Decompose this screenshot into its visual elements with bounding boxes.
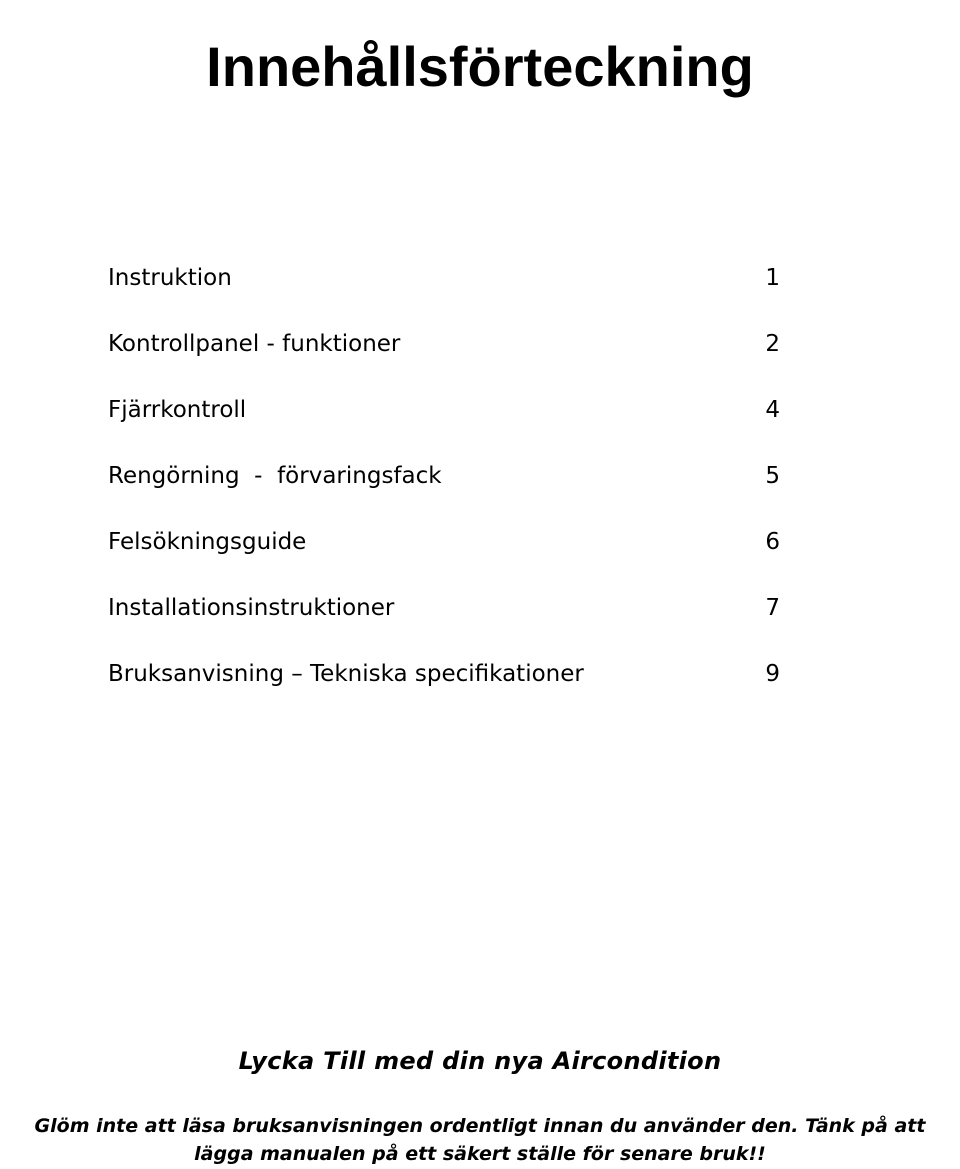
toc-entry-page: 1 [765,265,780,291]
closing-reminder-line-1: Glöm inte att läsa bruksanvisningen ordentligt innan du använder den. Tänk på att [34,1115,926,1137]
toc-entry-bruksanvisning [108,654,783,720]
toc-entry-page: 4 [765,397,780,423]
toc-entry-page: 7 [765,595,780,621]
toc-entry-label: Felsökningsguide [108,529,307,555]
closing-reminder [0,1112,960,1168]
toc-entry-installationsinstruktioner [108,588,783,654]
toc-entry-page: 9 [765,661,780,687]
toc-entry-label: Kontrollpanel - funktioner [108,331,401,357]
toc-entry-page: 6 [765,529,780,555]
toc-entry-instruktion [108,258,783,324]
toc-entry-rengorning [108,456,783,522]
toc-entry-label: Fjärrkontroll [108,397,247,423]
toc-entry-label: Installationsinstruktioner [108,595,395,621]
toc-entry-page: 2 [765,331,780,357]
closing-reminder-line-2: lägga manualen på ett säkert ställe för senare bruk!! [194,1143,766,1165]
page-title: Innehållsförteckning [206,34,754,98]
toc-entry-label: Bruksanvisning – Tekniska specifikationer [108,661,584,687]
toc-entry-label: Instruktion [108,265,232,291]
closing-greeting: Lycka Till med din nya Aircondition [238,1047,722,1075]
toc-entry-kontrollpanel [108,324,783,390]
table-of-contents [108,258,783,720]
toc-entry-fjarrkontroll [108,390,783,456]
toc-entry-page: 5 [765,463,780,489]
toc-entry-felsokningsguide [108,522,783,588]
toc-entry-label: Rengörning - förvaringsfack [108,463,442,489]
